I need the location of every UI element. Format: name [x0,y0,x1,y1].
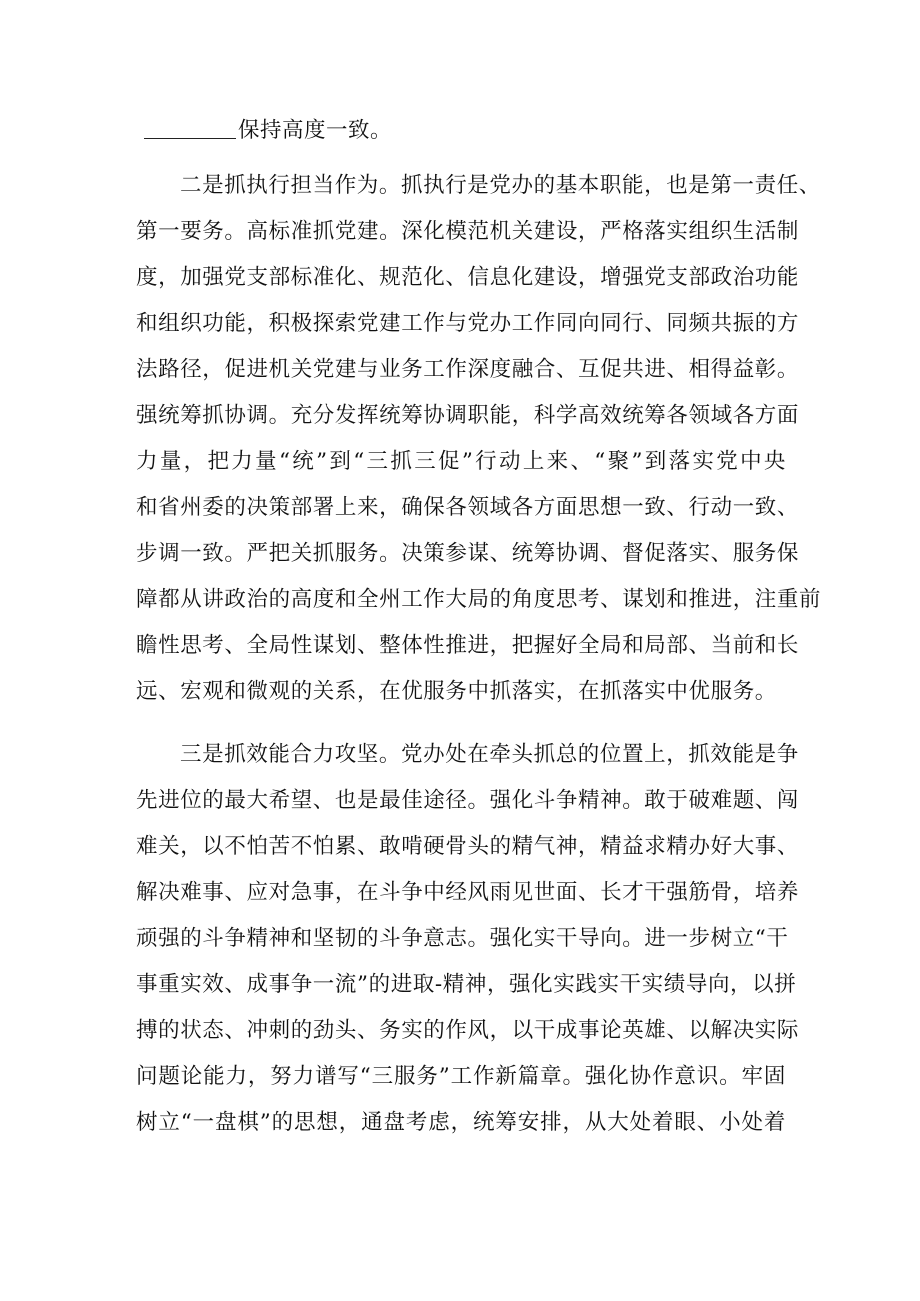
paragraph-line: 先进位的最大希望、也是最佳途径。强化斗争精神。敢于破难题、闯 [136,788,800,813]
fill-in-blank-underline [144,118,236,139]
paragraph-line: 度，加强党支部标准化、规范化、信息化建设，增强党支部政治功能 [136,265,800,290]
paragraph-line: 二是抓执行担当作为。抓执行是党办的基本职能，也是第一责任、 [180,173,821,198]
paragraph-line: 顽强的斗争精神和坚韧的斗争意志。强化实干导向。进一步树立“干 [136,926,789,951]
paragraph-line: 问题论能力，努力谱写“三服务”工作新篇章。强化协作意识。牢固 [136,1064,786,1089]
paragraph-line: 第一要务。高标准抓党建。深化模范机关建设，严格落实组织生活制 [136,219,800,244]
paragraph-line: 障都从讲政治的高度和全州工作大局的角度思考、谋划和推进，注重前 [136,587,822,612]
paragraph-line: 事重实效、成事争一流”的进取-精神，强化实践实干实绩导向，以拼 [136,972,797,997]
paragraph-line: 和省州委的决策部署上来，确保各领域各方面思想一致、行动一致、 [136,495,800,520]
paragraph-line: 树立“一盘棋”的思想，通盘考虑，统筹安排，从大处着眼、小处着 [136,1110,786,1135]
top-fragment-line [144,113,794,149]
paragraph-line: 难关，以不怕苦不怕累、敢啃硬骨头的精气神，精益求精办好大事、 [136,834,800,859]
paragraph-line: 远、宏观和微观的关系，在优服务中抓落实，在抓落实中优服务。 [136,679,777,704]
paragraph-line: 法路径，促进机关党建与业务工作深度融合、互促共进、相得益彰。 [136,357,800,382]
paragraph-line: 力量，把力量“统”到“三抓三促”行动上来、“聚”到落实党中央 [136,449,786,474]
paragraph-line: 步调一致。严把关抓服务。决策参谋、统筹协调、督促落实、服务保 [136,541,800,566]
paragraph-line: 三是抓效能合力攻坚。党办处在牵头抓总的位置上，抓效能是争 [180,742,799,767]
paragraph-line: 解决难事、应对急事，在斗争中经风雨见世面、长才干强筋骨，培养 [136,880,800,905]
top-fragment-text: 保持高度一致。 [238,118,393,143]
paragraph-line: 搏的状态、冲刺的劲头、务实的作风，以干成事论英雄、以解决实际 [136,1018,800,1043]
paragraph-line: 瞻性思考、全局性谋划、整体性推进，把握好全局和局部、当前和长 [136,633,800,658]
paragraph-line: 强统筹抓协调。充分发挥统筹协调职能，科学高效统筹各领域各方面 [136,403,800,428]
paragraph-line: 和组织功能，积极探索党建工作与党办工作同向同行、同频共振的方 [136,311,800,336]
